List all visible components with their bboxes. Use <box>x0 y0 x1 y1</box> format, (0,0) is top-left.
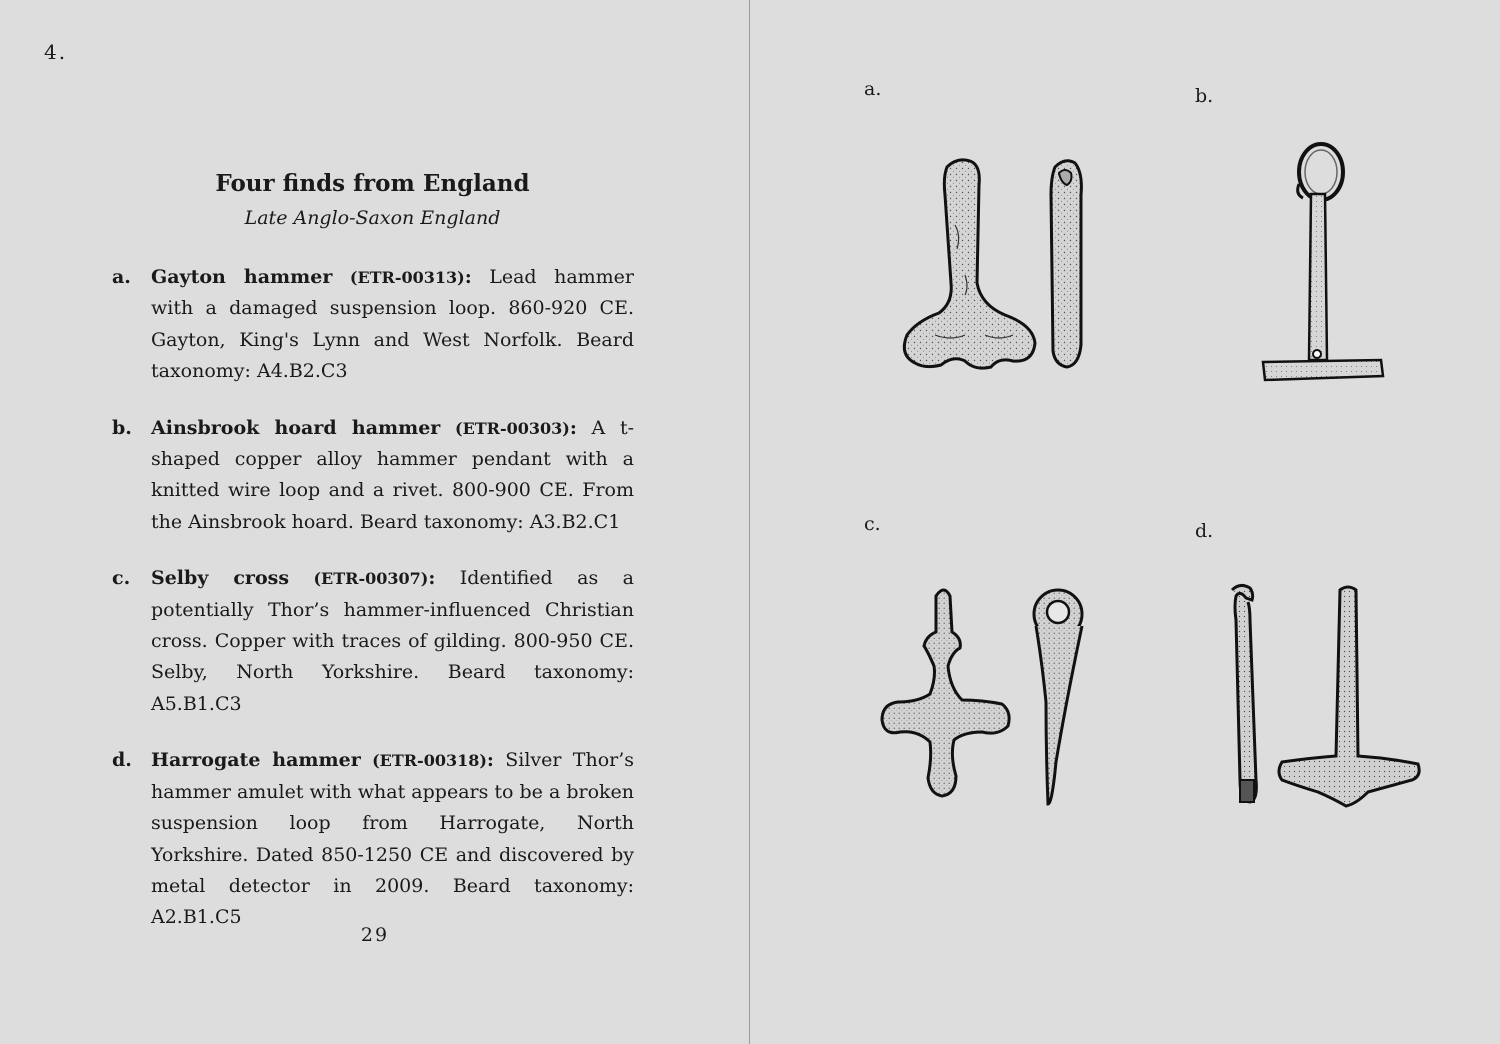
entry-description: Identified as a potentially Thor’s hammer-influenced Christian cross. Copper with traces of gilding. 800-950 CE. Selby, North Yorkshire. Beard taxonomy: A5.B1.C3 <box>151 567 634 715</box>
page-title: Four finds from England <box>215 170 530 197</box>
list-item <box>112 563 634 720</box>
page-subtitle: Late Anglo-Saxon England <box>244 207 501 229</box>
entry-name: Selby cross <box>151 567 290 590</box>
entry-description: A t-shaped copper alloy hammer pendant with a knitted wire loop and a rivet. 800-900 CE. From the Ainsbrook hoard. Beard taxonomy: A3.B2.C1 <box>151 416 634 533</box>
entry-name: Harrogate hammer <box>151 749 361 772</box>
list-item <box>112 745 634 933</box>
entry-name: Gayton hammer <box>151 266 333 288</box>
selby-cross-drawing-icon <box>878 582 1093 810</box>
entry-code: (ETR-00307) <box>313 569 429 589</box>
entry-description: Silver Thor’s hammer amulet with what appears to be a broken suspension loop from Harrogate, North Yorkshire. Dated 850-1250 CE and discovered by metal detector in 2009. Beard taxonomy: A2.B1.C5 <box>151 749 635 929</box>
entry-letter: b. <box>112 416 132 439</box>
figure-label-c: c. <box>864 513 881 535</box>
entry-colon: : <box>569 416 577 439</box>
entry-code: (ETR-00313) <box>349 268 465 287</box>
gayton-hammer-drawing-icon <box>895 155 1095 375</box>
finds-list <box>112 262 634 959</box>
entry-name: Ainsbrook hoard hammer <box>151 416 441 439</box>
harrogate-hammer-drawing-icon <box>1218 580 1428 812</box>
entry-colon: : <box>428 567 436 590</box>
entry-letter: a. <box>112 266 131 288</box>
page-number: 29 <box>360 924 390 946</box>
figure-label-b: b. <box>1195 85 1214 107</box>
entry-code: (ETR-00318) <box>372 751 487 771</box>
entry-letter: c. <box>112 567 131 590</box>
list-item <box>112 413 634 539</box>
ainsbrook-hammer-drawing-icon <box>1255 140 1395 390</box>
figure-label-d: d. <box>1195 520 1214 542</box>
entry-description: Lead hammer with a damaged suspension loop. 860-920 CE. Gayton, King's Lynn and West Norfolk. Beard taxonomy: A4.B2.C3 <box>151 266 635 383</box>
entry-colon: : <box>486 749 494 772</box>
entry-code: (ETR-00303) <box>455 418 570 438</box>
page-gutter <box>749 0 750 1044</box>
chapter-number: 4. <box>44 40 68 64</box>
entry-colon: : <box>464 266 472 288</box>
list-item <box>112 262 634 388</box>
entry-letter: d. <box>112 749 132 772</box>
figure-label-a: a. <box>864 78 882 100</box>
